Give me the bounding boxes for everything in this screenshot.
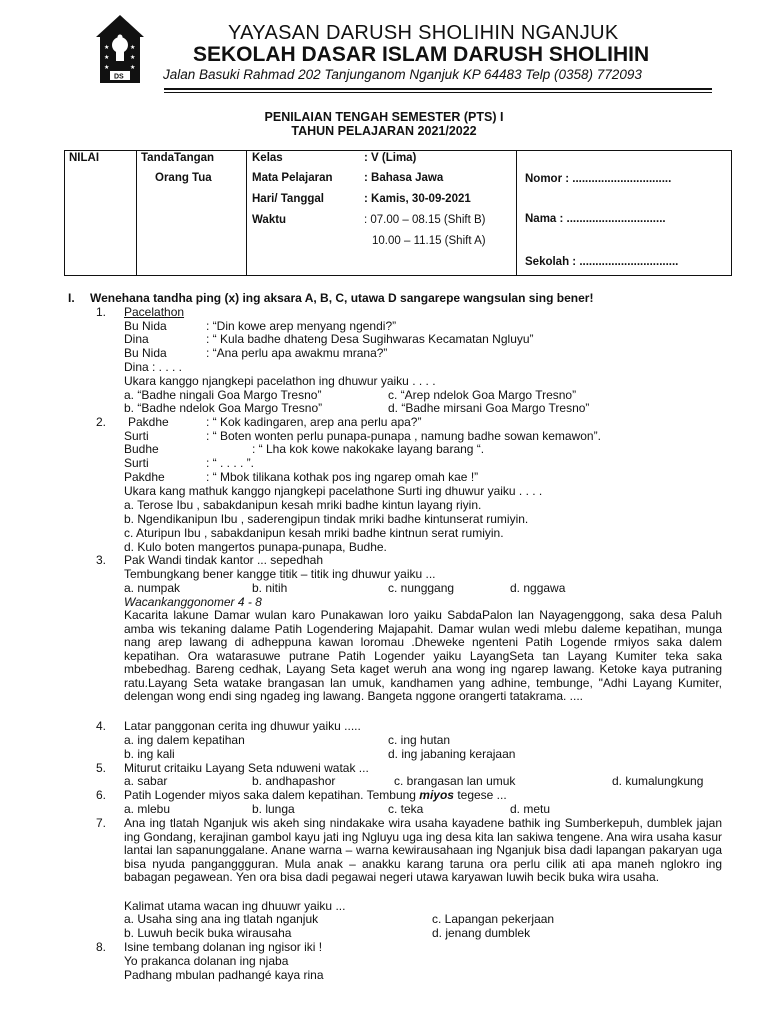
exam-year: TAHUN PELAJARAN 2021/2022 (291, 124, 477, 138)
foundation-name: YAYASAN DARUSH SHOLIHIN NGANJUK (228, 22, 619, 44)
q1-speaker-2: Dina (124, 332, 149, 346)
q2-speaker-3: Budhe (124, 442, 159, 456)
svg-text:★: ★ (104, 54, 110, 61)
q3-question: Tembungkang bener kangge titik – titik ing dhuwur yaiku ... (124, 567, 436, 581)
q7-question: Kalimat utama wacan ing dhuuwr yaiku ... (124, 899, 346, 913)
q3-option-b: b. nitih (252, 581, 288, 595)
q6-text-post: tegese ... (453, 788, 507, 802)
q5-option-a: a. sabar (124, 774, 168, 788)
q6-keyword: miyos (419, 788, 454, 802)
q1-option-c: c. “Arep ndelok Goa Margo Tresno” (388, 388, 577, 402)
q3-option-d: d. nggawa (510, 581, 566, 595)
reading-passage: Kacarita lakune Damar wulan karo Punakawan loro yaiku SabdaPalon lan Nayagenggong, saka desa Paluh amba wis tekaning dalame Patih Logendering Majapahit. Damar wulan wedi mlebu daleme kepatihan, munga nang arep lawang di adheppuna kawan loromau .Dheweke ngenteni Patih Logende rmiyos saka dalem kepatihan. Ora watarasuwe putrane Patih Logender yaiku LayangSeta tan Layang Kumiter teka saka mbebedhag. Bareng cedhak, Layang Seta kaget weruh ana wong ing ngarep lawang. Ketoke kaya putraning ratu.Layang Seta watake brangasan lan umuk, kandhamen yang adhine, tembunge, "Adhi Layang Kumiter, delengan wong endi sing ngadeg ing lawang. Bangeta nggone orangerti tatakrama. .... (124, 608, 722, 703)
exam-info-table (64, 150, 732, 276)
q7-number: 7. (96, 816, 107, 830)
name-field: Nama : ............................... (525, 213, 666, 225)
svg-text:★: ★ (104, 44, 110, 51)
q6-number: 6. (96, 788, 107, 802)
q5-option-b: b. andhapashor (252, 774, 336, 788)
q7-option-c: c. Lapangan pekerjaan (432, 912, 555, 926)
q8-text: Isine tembang dolanan ing ngisor iki ! (124, 940, 323, 954)
q2-speaker-2: Surti (124, 429, 149, 443)
q1-speaker-3: Bu Nida (124, 346, 167, 360)
q2-question: Ukara kang mathuk kanggo njangkepi pacelathone Surti ing dhuwur yaiku . . . . (124, 484, 543, 498)
q5-option-d: d. kumalungkung (612, 774, 704, 788)
q2-option-d: d. Kulo boten mangertos punapa-punapa, Budhe. (124, 540, 387, 554)
q8-number: 8. (96, 940, 107, 954)
q2-option-c: c. Aturipun Ibu , sabakdanipun kesah mriki badhe kintnun serat rumiyin. (124, 526, 504, 540)
exam-title: PENILAIAN TENGAH SEMESTER (PTS) I (264, 110, 504, 124)
q2-line-1: : “ Kok kadingaren, arep ana perlu apa?” (206, 415, 422, 429)
time-value-1: : 07.00 – 08.15 (Shift B) (364, 214, 486, 226)
svg-text:DS: DS (114, 73, 124, 81)
q6-text (124, 789, 507, 803)
reading-title: Wacankanggonomer 4 - 8 (124, 595, 262, 609)
q2-speaker-1: Pakdhe (128, 415, 169, 429)
q2-number: 2. (96, 415, 107, 429)
signature-label: TandaTangan (141, 152, 215, 164)
q7-option-d: d. jenang dumblek (432, 926, 531, 940)
q3-option-c: c. nunggang (388, 581, 455, 595)
q7-option-b: b. Luwuh becik buka wirausaha (124, 926, 292, 940)
q1-line-3: : “Ana perlu apa awakmu mrana?” (206, 346, 388, 360)
svg-text:★: ★ (104, 64, 110, 71)
q1-title: Pacelathon (124, 305, 185, 319)
q2-line-4: : “ . . . . ”. (206, 456, 254, 470)
q5-text: Miturut critaiku Layang Seta nduweni watak ... (124, 761, 369, 775)
school-name: SEKOLAH DASAR ISLAM DARUSH SHOLIHIN (193, 43, 650, 66)
instructions-text: Wenehana tandha ping (x) ing aksara A, B, C, utawa D sangarepe wangsulan sing bener! (90, 291, 594, 305)
q7-passage: Ana ing tlatah Nganjuk wis akeh sing nindakake wira usaha kayadene bathik ing Sumberkepuh, dumblek jajan ing Gondang, kerajinan gambol kayu jati ing Ngluyu uga ing desa kita lan sakiwa tengene. Ana wira usaha kasur lantai lan sapanunggalane. Anane warna – warna kewirausahaan ing Nganjuk bisa dadi lapangan pakaryan uga bisa nyuda panganggguran. Mula anak – anakku karang taruna ora perlu cilik ati apa maneh nglokro ing babagan pegawean. Yen ora bisa dadi pegawai negeri utawa karyawan luwih becik buka wira usaha. (124, 816, 722, 884)
q6-option-d: d. metu (510, 802, 551, 816)
q3-number: 3. (96, 553, 107, 567)
time-label: Waktu (252, 214, 287, 226)
parent-label: Orang Tua (155, 172, 212, 184)
q2-option-a: a. Terose Ibu , sabakdanipun kesah mriki badhe kintun layang riyin. (124, 498, 482, 512)
q6-option-b: b. lunga (252, 802, 295, 816)
q6-text-pre: Patih Logender miyos saka dalem kepatihan. Tembung (124, 788, 420, 802)
date-value: : Kamis, 30-09-2021 (364, 193, 471, 205)
q2-line-3: : “ Lha kok kowe nakokake layang barang “. (252, 442, 485, 456)
q1-blank-line: Dina : . . . . (124, 360, 183, 374)
q4-number: 4. (96, 719, 107, 733)
q6-option-a: a. mlebu (124, 802, 171, 816)
q8-song-line-1: Yo prakanca dolanan ing njaba (124, 954, 289, 968)
q1-option-a: a. “Badhe ningali Goa Margo Tresno” (124, 388, 322, 402)
school-field: Sekolah : ............................... (525, 256, 679, 268)
q6-option-c: c. teka (388, 802, 424, 816)
q2-line-5: : “ Mbok tilikana kothak pos ing ngarep omah kae !” (206, 470, 479, 484)
class-label: Kelas (252, 152, 283, 164)
svg-text:★: ★ (130, 64, 136, 71)
header-divider (164, 88, 712, 90)
q4-option-d: d. ing jabaning kerajaan (388, 747, 516, 761)
q1-number: 1. (96, 305, 107, 319)
q1-question: Ukara kanggo njangkepi pacelathon ing dhuwur yaiku . . . . (124, 374, 436, 388)
q2-line-2: : “ Boten wonten perlu punapa-punapa , namung badhe sowan kemawon”. (206, 429, 601, 443)
school-address: Jalan Basuki Rahmad 202 Tanjunganom Nganjuk KP 64483 Telp (0358) 772093 (163, 67, 642, 82)
q5-option-c: c. brangasan lan umuk (394, 774, 516, 788)
svg-text:★: ★ (130, 44, 136, 51)
school-logo (94, 13, 146, 85)
q4-text: Latar panggonan cerita ing dhuwur yaiku ..... (124, 719, 361, 733)
q2-option-b: b. Ngendikanipun Ibu , saderengipun tindak mriki badhe kintunserat rumiyin. (124, 512, 529, 526)
q8-song-line-2: Padhang mbulan padhangé kaya rina (124, 968, 324, 982)
q3-option-a: a. numpak (124, 581, 181, 595)
subject-value: : Bahasa Jawa (364, 172, 444, 184)
header-divider-thin (164, 92, 712, 93)
q3-text: Pak Wandi tindak kantor ... sepedhah (124, 553, 324, 567)
nilai-label: NILAI (69, 152, 100, 164)
date-label: Hari/ Tanggal (252, 193, 324, 205)
q1-speaker-1: Bu Nida (124, 319, 167, 333)
class-value: : V (Lima) (364, 152, 417, 164)
section-number: I. (68, 291, 75, 305)
time-value-2: 10.00 – 11.15 (Shift A) (372, 235, 486, 247)
number-field: Nomor : ............................... (525, 173, 672, 185)
q1-option-b: b. “Badhe ndelok Goa Margo Tresno” (124, 401, 323, 415)
q2-speaker-4: Surti (124, 456, 149, 470)
q1-line-2: : “ Kula badhe dhateng Desa Sugihwaras Kecamatan Ngluyu” (206, 332, 534, 346)
q4-option-a: a. ing dalem kepatihan (124, 733, 245, 747)
q1-line-1: : “Din kowe arep menyang ngendi?” (206, 319, 397, 333)
q4-option-c: c. ing hutan (388, 733, 451, 747)
svg-text:★: ★ (130, 54, 136, 61)
q5-number: 5. (96, 761, 107, 775)
q7-option-a: a. Usaha sing ana ing tlatah nganjuk (124, 912, 319, 926)
subject-label: Mata Pelajaran (252, 172, 333, 184)
q4-option-b: b. ing kali (124, 747, 175, 761)
q2-speaker-5: Pakdhe (124, 470, 165, 484)
q1-option-d: d. “Badhe mirsani Goa Margo Tresno” (388, 401, 590, 415)
